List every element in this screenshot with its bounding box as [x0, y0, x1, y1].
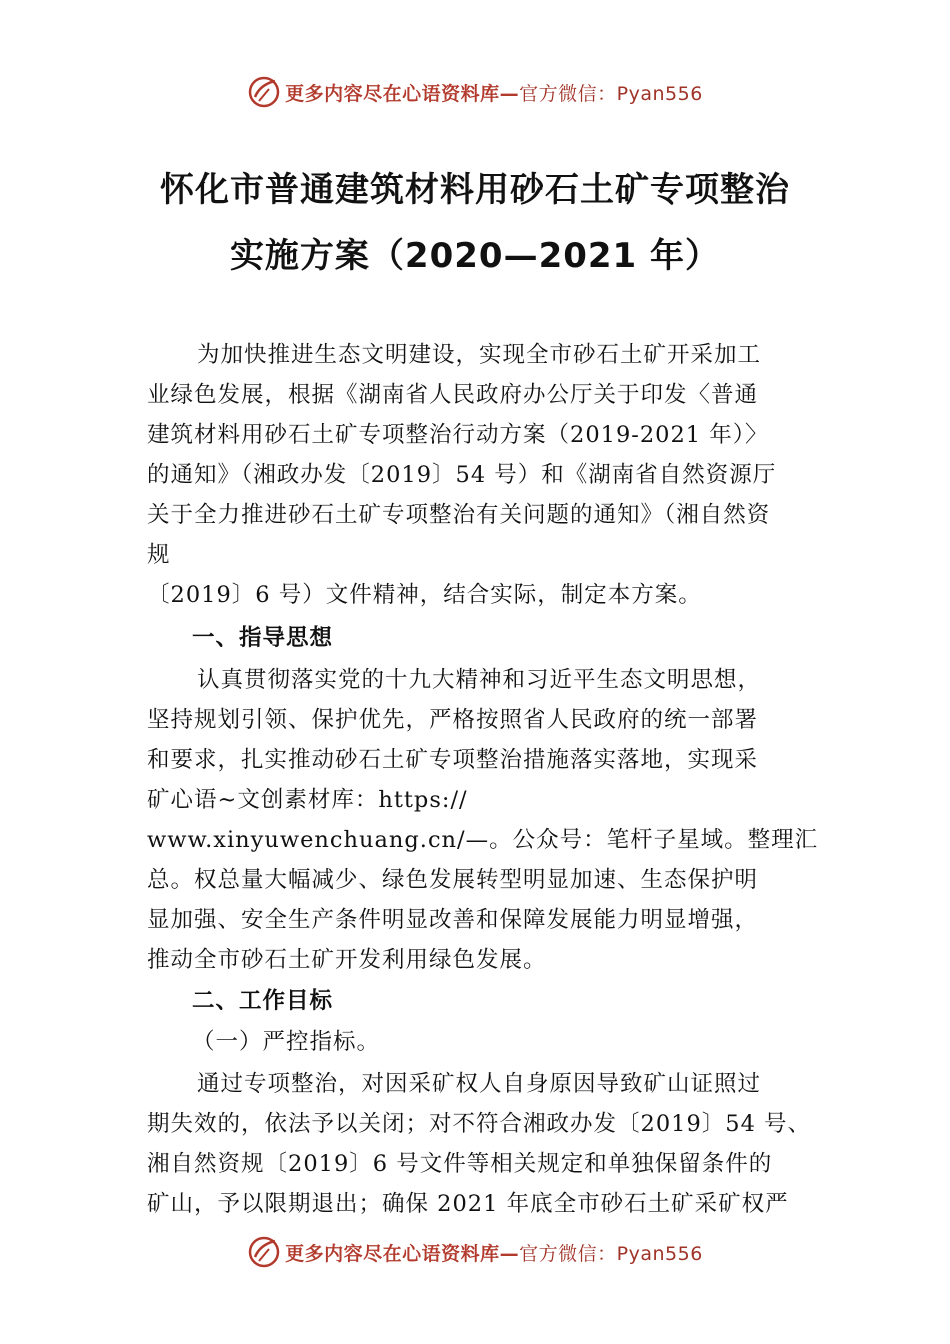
section1-line-4: 矿心语~文创素材库：https://	[147, 787, 468, 813]
intro-line-1: 为加快推进生态文明建设，实现全市砂石土矿开采加工	[197, 342, 762, 368]
intro-line-6: 规	[147, 542, 171, 568]
banner-text: 更多内容尽在心语资料库—	[285, 82, 520, 105]
section2-line-2: 期失效的，依法予以关闭；对不符合湘政办发〔2019〕54 号、	[147, 1111, 812, 1137]
logo-icon	[247, 75, 281, 109]
section1-line-5: www.xinyuwenchuang.cn/—。公众号：笔杆子星域。整理汇	[147, 827, 819, 853]
intro-line-3: 建筑材料用砂石土矿专项整治行动方案（2019-2021 年）〉	[147, 422, 769, 448]
banner-text: 更多内容尽在心语资料库—	[285, 1242, 520, 1265]
intro-line-7: 〔2019〕6 号）文件精神，结合实际，制定本方案。	[147, 582, 702, 608]
section1-line-7: 显加强、安全生产条件明显改善和保障发展能力明显增强，	[147, 907, 759, 933]
document-title-line2: 实施方案（2020—2021 年）	[229, 236, 721, 276]
section2-line-3: 湘自然资规〔2019〕6 号文件等相关规定和单独保留条件的	[147, 1151, 773, 1177]
section1-line-2: 坚持规划引领、保护优先，严格按照省人民政府的统一部署	[147, 707, 759, 733]
footer-banner	[0, 1232, 950, 1272]
section2-line-1: 通过专项整治，对因采矿权人自身原因导致矿山证照过	[197, 1071, 762, 1097]
section-heading-2: 二、工作目标	[192, 988, 334, 1014]
section1-line-6: 总。权总量大幅减少、绿色发展转型明显加速、生态保护明	[147, 867, 759, 893]
banner-wechat: 官方微信：Pyan556	[519, 1242, 703, 1265]
section2-line-4: 矿山，予以限期退出；确保 2021 年底全市砂石土矿采矿权严	[147, 1191, 789, 1217]
intro-line-5: 关于全力推进砂石土矿专项整治有关问题的通知》（湘自然资	[147, 502, 771, 528]
section1-line-1: 认真贯彻落实党的十九大精神和习近平生态文明思想，	[197, 667, 762, 693]
section1-line-8: 推动全市砂石土矿开发利用绿色发展。	[147, 947, 547, 973]
logo-icon	[247, 1235, 281, 1269]
section2-subheading-1: （一）严控指标。	[192, 1029, 381, 1055]
section1-line-3: 和要求，扎实推动砂石土矿专项整治措施落实落地，实现采	[147, 747, 759, 773]
intro-line-4: 的通知》（湘政办发〔2019〕54 号）和《湖南省自然资源厅	[147, 462, 777, 488]
banner-wechat: 官方微信：Pyan556	[519, 82, 703, 105]
intro-line-2: 业绿色发展，根据《湖南省人民政府办公厅关于印发〈普通	[147, 382, 759, 408]
document-title-line1: 怀化市普通建筑材料用砂石土矿专项整治	[160, 170, 790, 210]
header-banner	[0, 72, 950, 112]
section-heading-1: 一、指导思想	[192, 625, 334, 651]
